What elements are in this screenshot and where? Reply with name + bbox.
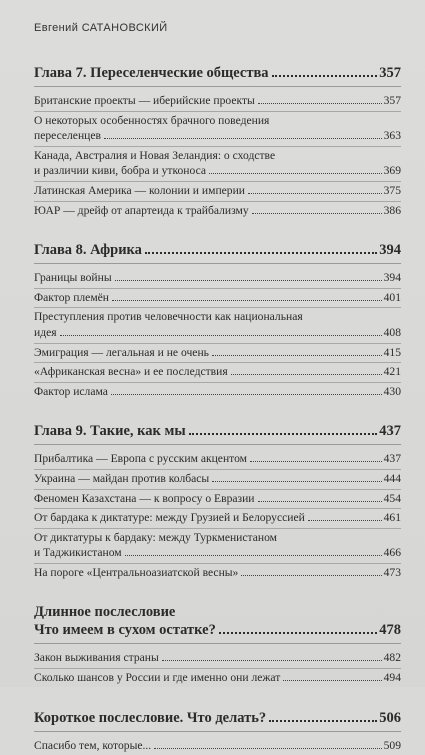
section-heading-line [34,621,401,639]
toc-entry-text: идея [34,325,57,339]
toc-entry-text: Канада, Австралия и Новая Зеландия: о сходстве [34,148,276,162]
toc-entry[interactable] [34,529,401,564]
toc-section [34,64,401,220]
dot-leader [269,720,377,722]
table-of-contents [34,64,401,755]
toc-entry-page: 386 [383,203,401,217]
toc-entry-page: 401 [383,290,401,304]
toc-entry-text: Границы войны [34,271,112,285]
toc-entry-text: Феномен Казахстана — к вопросу о Евразии [34,491,255,505]
toc-entry-line [34,530,401,546]
toc-entry-text: и различии киви, бобра и утконоса [34,164,207,178]
toc-entry-line [34,113,401,129]
toc-entry-page: 357 [383,94,401,107]
toc-entry-page: 437 [383,452,401,466]
toc-entry-page: 444 [383,471,401,485]
dot-leader [212,355,382,356]
toc-entry-page: 473 [383,565,401,579]
toc-entry-line [34,93,401,109]
dot-leader [231,374,382,375]
toc-entry-page: 509 [383,738,401,752]
section-heading[interactable] [34,422,401,445]
toc-entry-page: 369 [383,164,401,178]
dot-leader [212,481,381,482]
section-heading-subtitle: Что имеем в сухом остатке? [34,622,216,639]
toc-entry[interactable] [34,450,401,470]
section-heading-title: Короткое послесловие. Что делать? [34,709,267,726]
dot-leader [241,575,381,576]
toc-section [34,709,401,755]
section-heading[interactable] [34,64,401,87]
section-page-number: 357 [379,65,401,81]
section-heading[interactable] [34,603,401,644]
toc-entry-page: 363 [383,129,401,143]
dot-leader [250,461,382,462]
toc-entry-text: Прибалтика — Европа с русским акцентом [34,452,247,466]
toc-entry-text: Фактор племён [34,290,110,304]
toc-entry-text: От диктатуры к бардаку: между Туркменистаном [34,530,277,544]
toc-entry-line [34,345,401,361]
toc-entry-page: 375 [383,183,401,197]
toc-entry[interactable] [34,344,401,364]
toc-entry-text: Сколько шансов у России и где именно они лежат [34,671,281,685]
dot-leader [189,433,378,435]
toc-entry-line [34,364,401,380]
dot-leader [112,300,382,301]
toc-entry-page: 394 [383,271,401,285]
dot-leader [154,748,381,749]
dot-leader [111,394,382,395]
toc-entry-text: О некоторых особенностях брачного поведения [34,113,270,127]
dot-leader [272,75,378,77]
toc-entry-page: 466 [383,546,401,560]
section-page-number: 478 [379,622,401,639]
toc-entry-line [34,491,401,507]
toc-section [34,422,401,582]
dot-leader [104,138,382,139]
toc-entry-line [34,565,401,581]
toc-entry-page: 461 [383,511,401,525]
toc-entry-text: Закон выживания страны [34,651,159,665]
dot-leader [308,520,382,521]
toc-entry-text: Фактор ислама [34,384,108,398]
running-head: Евгений САТАНОВСКИЙ [34,22,168,34]
toc-entry-page: 408 [383,325,401,339]
toc-entry-line [34,163,401,179]
dot-leader [145,252,377,254]
toc-entry-text: Спасибо тем, которые... [34,738,152,752]
toc-entry-page: 482 [383,651,401,665]
toc-entry[interactable] [34,363,401,383]
section-page-number: 506 [379,709,401,726]
toc-entry[interactable] [34,308,401,343]
toc-entry-text: Латинская Америка — колонии и империи [34,183,245,197]
toc-entry-line [34,510,401,526]
toc-entry[interactable] [34,383,401,402]
dot-leader [60,335,382,336]
toc-entry-text: На пороге «Центральноазиатской весны» [34,565,239,579]
toc-entry-line [34,384,401,400]
toc-entry-page: 430 [383,384,401,398]
section-heading-title: Глава 9. Такие, как мы [34,423,186,440]
toc-entry-line [34,148,401,164]
toc-entry-line [34,738,401,754]
toc-entry[interactable] [34,112,401,147]
toc-entry[interactable] [34,289,401,309]
toc-section [34,603,401,687]
dot-leader [162,660,382,661]
section-heading[interactable] [34,709,401,732]
toc-entry-page: 421 [383,365,401,379]
toc-entry[interactable] [34,564,401,583]
dot-leader [248,193,382,194]
toc-entry-line [34,471,401,487]
toc-entry[interactable] [34,470,401,490]
toc-entry-text: Британские проекты — иберийские проекты [34,94,255,107]
toc-entry-line [34,325,401,341]
toc-entry[interactable] [34,669,401,688]
toc-entry-line [34,309,401,325]
dot-leader [252,213,382,214]
dot-leader [115,280,382,281]
dot-leader [258,501,382,502]
toc-entry-line [34,183,401,199]
toc-entry[interactable] [34,490,401,510]
section-heading-title: Длинное послесловие [34,604,176,621]
dot-leader [283,680,381,681]
toc-entry-text: Преступления против человечности как национальная [34,310,303,324]
toc-entry-text: Эмиграция — легальная и не очень [34,345,209,359]
toc-section [34,241,401,401]
section-heading-title: Глава 7. Переселенческие общества [34,65,269,81]
toc-entry[interactable] [34,737,401,755]
toc-entry-line [34,545,401,561]
toc-entry[interactable] [34,269,401,289]
toc-entry-line [34,290,401,306]
section-page-number: 394 [379,242,401,259]
dot-leader [125,555,382,556]
toc-entry-text: От бардака к диктатуре: между Грузией и Белоруссией [34,511,305,525]
toc-entry[interactable] [34,509,401,529]
toc-entry-line [34,650,401,666]
section-page-number: 437 [379,423,401,440]
toc-entry[interactable] [34,92,401,112]
section-heading-title: Глава 8. Африка [34,242,142,259]
toc-entry-line [34,128,401,144]
section-heading[interactable] [34,241,401,264]
toc-entry-text: переселенцев [34,129,101,143]
toc-entry-line [34,270,401,286]
toc-entry-line [34,451,401,467]
dot-leader [209,173,382,174]
toc-entry[interactable] [34,147,401,182]
toc-entry-text: и Таджикистаном [34,546,122,560]
toc-entry-page: 415 [383,345,401,359]
toc-entry-text: Украина — майдан против колбасы [34,471,210,485]
toc-entry[interactable] [34,649,401,669]
dot-leader [219,632,377,634]
toc-entry-page: 494 [383,671,401,685]
toc-entry[interactable] [34,182,401,202]
toc-entry-line [34,203,401,219]
toc-entry[interactable] [34,202,401,221]
toc-entry-page: 454 [383,491,401,505]
toc-entry-text: ЮАР — дрейф от апартеида к трайбализму [34,203,249,217]
dot-leader [258,103,382,104]
toc-entry-line [34,670,401,686]
toc-entry-text: «Африканская весна» и ее последствия [34,365,228,379]
